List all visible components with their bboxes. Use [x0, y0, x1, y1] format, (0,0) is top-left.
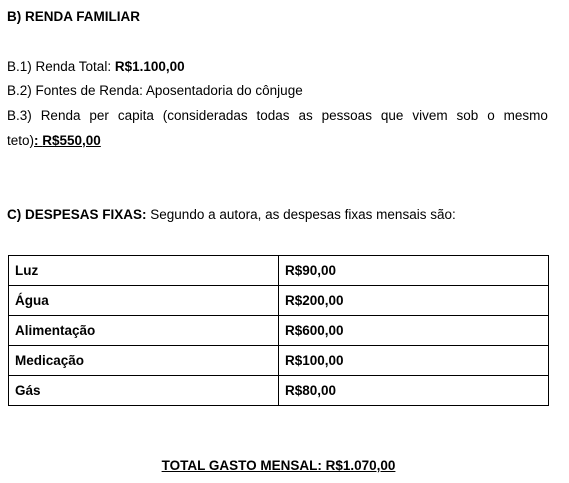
b3-cont-label: teto): [7, 133, 35, 148]
expense-item: Luz: [9, 256, 279, 286]
b3-word: as: [298, 108, 313, 123]
b3-word: B.3): [7, 108, 32, 123]
b1-line: [7, 58, 185, 75]
b3-word: vivem: [412, 108, 448, 123]
b3-line: [7, 107, 548, 124]
expense-value: R$100,00: [279, 346, 549, 376]
b2-line: B.2) Fontes de Renda: Aposentadoria do cônjuge: [7, 83, 303, 98]
table-row: [9, 376, 549, 406]
b3-word: capita: [117, 108, 154, 123]
expense-item: Água: [9, 286, 279, 316]
b3-word: mesmo: [503, 108, 548, 123]
b3-continuation: [7, 132, 101, 149]
expense-item: Alimentação: [9, 316, 279, 346]
table-row: [9, 256, 549, 286]
b3-word: per: [89, 108, 109, 123]
expense-value: R$80,00: [279, 376, 549, 406]
expense-item: Gás: [9, 376, 279, 406]
total-monthly-expense: TOTAL GASTO MENSAL: R$1.070,00: [161, 458, 396, 473]
expense-value: R$600,00: [279, 316, 549, 346]
b3-word: sob: [456, 108, 479, 123]
b3-word: Renda: [40, 108, 81, 123]
b3-value: [34, 133, 101, 148]
table-row: [9, 346, 549, 376]
total-line: [0, 457, 569, 474]
expense-value: R$90,00: [279, 256, 549, 286]
b3-word: que: [380, 108, 404, 123]
section-b-heading: B) RENDA FAMILIAR: [7, 9, 140, 24]
table-row: [9, 286, 549, 316]
expense-value: R$200,00: [279, 286, 549, 316]
section-c-heading: C) DESPESAS FIXAS:: [7, 207, 147, 222]
b3-colon: :: [34, 133, 43, 148]
b3-word: o: [487, 108, 495, 123]
b3-word: (consideradas: [162, 108, 248, 123]
expense-item: Medicação: [9, 346, 279, 376]
expenses-table: [8, 255, 549, 406]
b1-label: B.1) Renda Total:: [7, 59, 115, 74]
section-c-intro: Segundo a autora, as despesas fixas mensais são:: [146, 207, 456, 222]
b3-value-text: R$550,00: [42, 133, 101, 148]
b1-value: R$1.100,00: [114, 59, 185, 74]
section-c-line: [7, 206, 456, 223]
b3-word: todas: [256, 108, 290, 123]
table-row: [9, 316, 549, 346]
b3-word: pessoas: [321, 108, 372, 123]
